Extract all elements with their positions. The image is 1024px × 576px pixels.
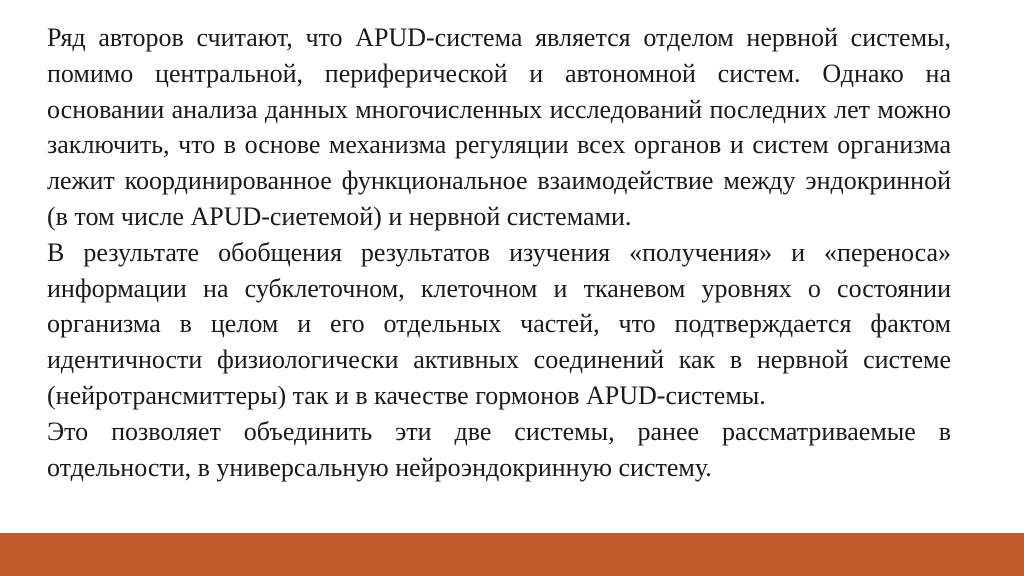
paragraph-apud-nervous-system: Ряд авторов считают, что APUD-система является отделом нервной системы, помимо центральной, периферической и автономной систем. Однако на основании анализа данных многочисленных исследований последних лет можно заключить, что в основе механизма регуляции всех органов и систем организма лежит координированное функциональное взаимодействие между эндокринной (в том числе APUD-сиетемой) и нервной системами.: [47, 23, 951, 231]
paragraph-neuroendocrine-conclusion: Это позволяет объединить эти две системы, ранее рассматриваемые в отдельности, в универсальную нейроэндокринную систему.: [47, 416, 951, 482]
slide-body-text: [47, 20, 951, 485]
paragraph-information-transfer: В результате обобщения результатов изучения «получения» и «переноса» информации на субклеточном, клеточном и тканевом уровнях о состоянии организма в целом и его отдельных частей, что подтверждается фактом идентичности физиологически активных соединений как в нервной системе (нейротрансмиттеры) так и в качестве гормонов APUD-системы.: [47, 237, 951, 410]
bottom-accent-band: [0, 533, 1024, 576]
